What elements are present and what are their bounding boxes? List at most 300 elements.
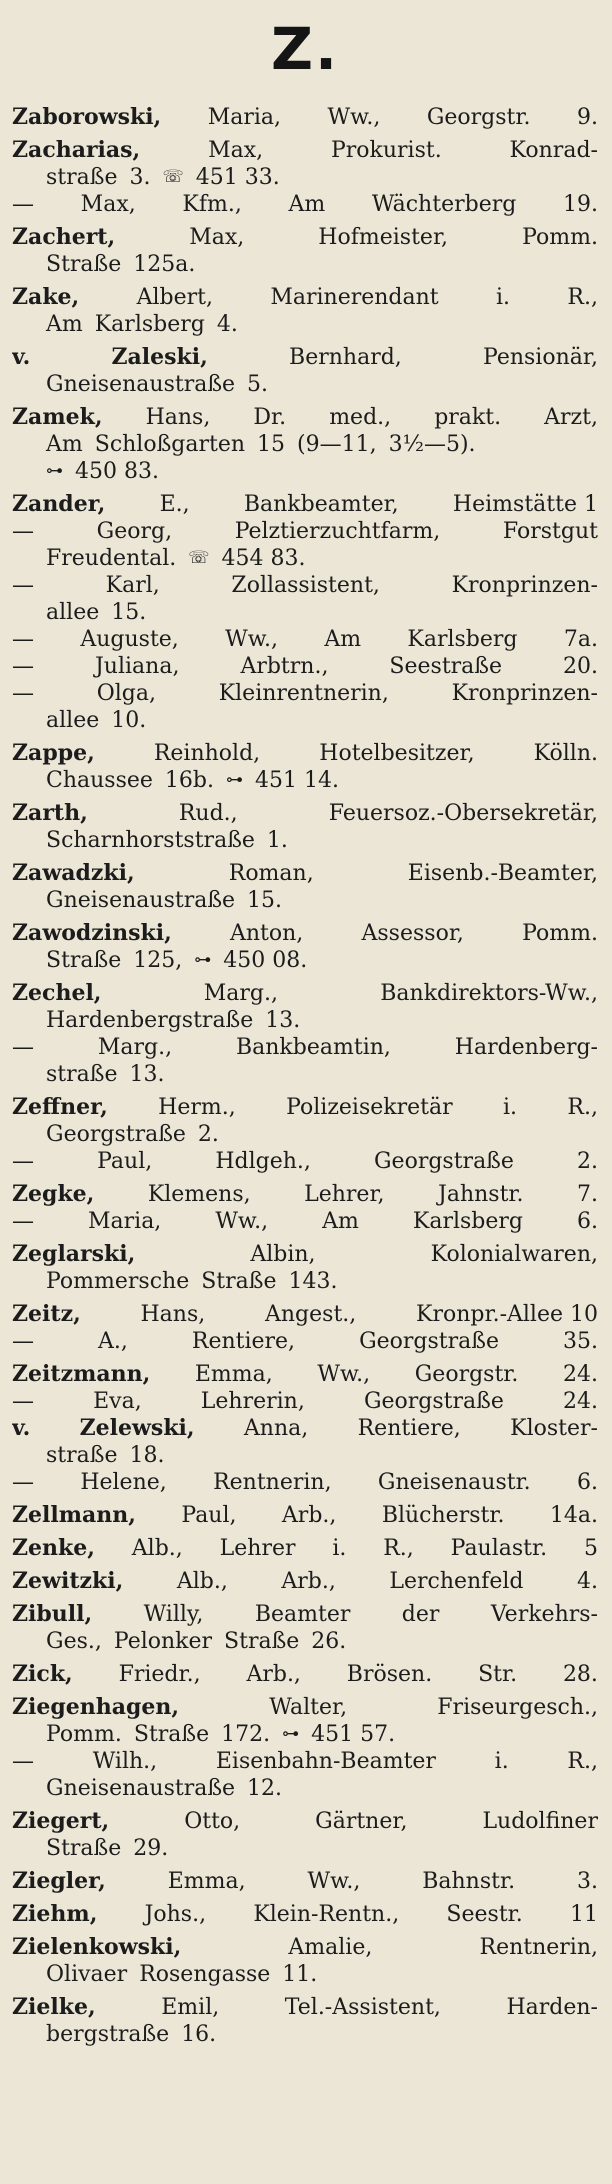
entry-word: Johs.,: [144, 1902, 207, 1927]
entry-word: Lehrer: [219, 1536, 296, 1561]
entry-continuation-line: [12, 1961, 598, 1988]
entry-name: Zielke,: [12, 1994, 96, 2020]
entry-list: [12, 104, 598, 2048]
entry-word: Bankbeamtin,: [235, 1035, 391, 1060]
directory-entry: [12, 344, 598, 398]
entry-word: Rentnerin,: [213, 1470, 332, 1495]
entry-word: 451 33.: [195, 165, 280, 190]
entry-continuation-line: [12, 251, 598, 278]
entry-word: Heimstätte 1: [452, 492, 598, 517]
entry-first-line: [12, 680, 598, 707]
telephone-icon: ⊶: [194, 950, 212, 970]
entry-word: 4.: [577, 1569, 598, 1594]
entry-word: Blücherstr.: [381, 1503, 505, 1528]
entry-first-line: [12, 980, 598, 1007]
entry-continuation-line: [12, 1007, 598, 1034]
entry-word: Ww.,: [307, 1869, 361, 1894]
directory-entry: [12, 1148, 598, 1175]
entry-first-line: [12, 491, 598, 518]
entry-first-line: [12, 800, 598, 827]
entry-word: 172.: [221, 1722, 271, 1747]
entry-word: Pommersche: [46, 1269, 190, 1294]
directory-entry: [12, 1808, 598, 1862]
entry-word: 125,: [133, 948, 183, 973]
entry-word: Kolonialwaren,: [430, 1242, 598, 1267]
entry-continuation-line: [12, 887, 598, 914]
entry-word: Reinhold,: [153, 741, 261, 766]
entry-word: Feuersoz.-Obersekretär,: [328, 801, 598, 826]
entry-word: Arzt,: [544, 405, 598, 430]
entry-word: Karlsberg: [407, 627, 518, 652]
entry-word: —: [12, 1389, 34, 1414]
entry-word: 16.: [181, 2022, 217, 2047]
entry-word: Beamter: [254, 1602, 351, 1627]
entry-name: Zechel,: [12, 980, 102, 1006]
entry-word: Straße: [133, 1722, 210, 1747]
entry-word: Schloßgarten: [94, 432, 246, 457]
entry-continuation-line: [12, 767, 598, 794]
entry-word: 450 08.: [223, 948, 308, 973]
entry-word: E.,: [159, 492, 190, 517]
entry-word: Helene,: [80, 1470, 167, 1495]
entry-word: Emma,: [167, 1869, 246, 1894]
entry-word: 13.: [265, 1008, 301, 1033]
entry-word: Arb.,: [281, 1503, 337, 1528]
entry-name: Zawadzki,: [12, 860, 135, 886]
entry-word: 28.: [562, 1662, 598, 1687]
entry-word: Ges.,: [46, 1629, 102, 1654]
entry-word: Seestr.: [446, 1902, 523, 1927]
entry-word: Am: [46, 432, 83, 457]
telephone-icon: ⊶: [282, 1724, 300, 1744]
directory-entry: [12, 1181, 598, 1208]
entry-first-line: [12, 653, 598, 680]
entry-word: 19.: [562, 192, 598, 217]
entry-word: Georgstraße: [46, 1122, 186, 1147]
entry-word: Marg.,: [203, 981, 278, 1006]
entry-word: Assessor,: [361, 921, 464, 946]
entry-word: Georgstr.: [414, 1362, 519, 1387]
entry-word: Marinerendant: [270, 285, 439, 310]
entry-first-line: [12, 860, 598, 887]
entry-word: 5: [583, 1536, 598, 1561]
entry-word: Kronprinzen-: [451, 573, 598, 598]
entry-word: 4.: [216, 312, 238, 337]
entry-word: Arb.,: [246, 1662, 301, 1687]
entry-word: 1.: [266, 828, 288, 853]
entry-name: Zaborowski,: [12, 104, 162, 130]
entry-word: Lehrerin,: [200, 1389, 305, 1414]
entry-word: Pelztierzuchtfarm,: [234, 519, 441, 544]
entry-word: 451 14.: [254, 768, 339, 793]
entry-name: Zewitzki,: [12, 1568, 124, 1594]
entry-word: Rosengasse: [139, 1962, 271, 1987]
entry-continuation-line: [12, 827, 598, 854]
entry-word: Chaussee: [46, 768, 153, 793]
entry-word: —: [12, 1329, 34, 1354]
entry-word: Gärtner,: [315, 1809, 408, 1834]
entry-word: Straße: [46, 948, 122, 973]
entry-word: 6.: [577, 1209, 598, 1234]
entry-word: Tel.-Assistent,: [284, 1995, 441, 2020]
entry-word: Juliana,: [94, 654, 180, 679]
entry-word: 454 83.: [221, 546, 306, 571]
entry-word: 15: [257, 432, 286, 457]
entry-name: Zachert,: [12, 224, 116, 250]
entry-first-line: [12, 344, 598, 371]
directory-entry: [12, 680, 598, 734]
directory-entry: [12, 104, 598, 131]
entry-word: Rud.,: [178, 801, 238, 826]
entry-first-line: [12, 137, 598, 164]
entry-word: R.,: [383, 1536, 414, 1561]
entry-word: Polizeisekretär: [286, 1095, 453, 1120]
entry-word: Alb.,: [131, 1536, 183, 1561]
entry-first-line: [12, 1361, 598, 1388]
entry-word: 7a.: [563, 627, 598, 652]
directory-entry: [12, 491, 598, 518]
entry-word: —: [12, 1470, 34, 1495]
entry-word: 14a.: [549, 1503, 598, 1528]
entry-continuation-line: [12, 599, 598, 626]
directory-entry: [12, 1361, 598, 1388]
entry-name: Zamek,: [12, 404, 103, 430]
entry-word: prakt.: [434, 405, 502, 430]
entry-word: 3.: [576, 1869, 598, 1894]
entry-word: 20.: [563, 654, 598, 679]
entry-word: Hans,: [145, 405, 211, 430]
entry-word: 15.: [111, 600, 147, 625]
directory-entry: [12, 1415, 598, 1469]
entry-first-line: [12, 1748, 598, 1775]
entry-word: Str.: [478, 1662, 518, 1687]
directory-entry: [12, 1208, 598, 1235]
entry-word: Otto,: [184, 1809, 241, 1834]
entry-word: Olivaer: [46, 1962, 128, 1987]
entry-word: 143.: [288, 1269, 338, 1294]
entry-word: —: [12, 519, 34, 544]
entry-word: —: [12, 1209, 34, 1234]
entry-first-line: [12, 104, 598, 131]
entry-word: Emma,: [194, 1362, 273, 1387]
entry-word: 29.: [133, 1836, 169, 1861]
entry-word: Roman,: [228, 861, 314, 886]
directory-entry: [12, 1868, 598, 1895]
entry-word: 2.: [197, 1122, 219, 1147]
entry-word: Kronprinzen-: [451, 681, 598, 706]
entry-word: Wilh.,: [92, 1749, 158, 1774]
entry-word: Albert,: [136, 285, 213, 310]
entry-word: Ludolfiner: [482, 1809, 598, 1834]
entry-word: Brösen.: [346, 1662, 433, 1687]
entry-word: Karl,: [105, 573, 160, 598]
entry-word: Marg.,: [97, 1035, 173, 1060]
entry-word: Jahnstr.: [438, 1182, 524, 1207]
entry-word: Hardenbergstraße: [46, 1008, 254, 1033]
directory-entry: [12, 404, 598, 485]
entry-word: —: [12, 1149, 34, 1174]
entry-first-line: [12, 1934, 598, 1961]
entry-word: straße: [46, 165, 118, 190]
entry-word: Hdlgeh.,: [215, 1149, 311, 1174]
entry-word: i.: [503, 1095, 518, 1120]
entry-word: Gneisenaustraße: [46, 1776, 236, 1801]
entry-word: Scharnhorststraße: [46, 828, 255, 853]
entry-first-line: [12, 920, 598, 947]
directory-entry: [12, 1328, 598, 1355]
entry-word: Seestraße: [389, 654, 503, 679]
entry-word: Kronpr.-Allee 10: [416, 1302, 598, 1327]
entry-word: A.,: [98, 1329, 128, 1354]
entry-word: Zollassistent,: [231, 573, 380, 598]
entry-word: Kloster-: [510, 1416, 598, 1441]
entry-word: Emil,: [161, 1995, 220, 2020]
directory-entry: [12, 800, 598, 854]
entry-word: Pomm.: [522, 225, 598, 250]
entry-word: Walter,: [269, 1695, 348, 1720]
entry-word: —: [12, 654, 34, 679]
entry-word: Auguste,: [80, 627, 179, 652]
entry-word: Olga,: [96, 681, 156, 706]
entry-word: 11.: [282, 1962, 318, 1987]
entry-name: Zelewski,: [79, 1415, 195, 1441]
entry-first-line: [12, 1415, 598, 1442]
entry-first-line: [12, 224, 598, 251]
entry-word: Straße: [46, 1836, 122, 1861]
entry-name: Zeffner,: [12, 1094, 108, 1120]
entry-word: Forstgut: [502, 519, 598, 544]
entry-word: —: [12, 573, 34, 598]
entry-first-line: [12, 191, 598, 218]
entry-first-line: [12, 284, 598, 311]
entry-word: Bahnstr.: [422, 1869, 516, 1894]
entry-word: Ww.,: [327, 105, 381, 130]
entry-first-line: [12, 1241, 598, 1268]
entry-word: Gneisenaustraße: [46, 372, 236, 397]
entry-word: Am: [288, 192, 326, 217]
directory-entry: [12, 1694, 598, 1748]
entry-word: Angest.,: [265, 1302, 357, 1327]
entry-word: i.: [332, 1536, 347, 1561]
directory-entry: [12, 1502, 598, 1529]
entry-word: Albin,: [250, 1242, 316, 1267]
entry-name: Ziehm,: [12, 1901, 98, 1927]
entry-word: Bankbeamter,: [243, 492, 399, 517]
entry-continuation-line: [12, 431, 598, 458]
entry-word: Ww.,: [317, 1362, 371, 1387]
entry-continuation-line: [12, 1721, 598, 1748]
entry-first-line: [12, 1094, 598, 1121]
entry-continuation-line: [12, 1628, 598, 1655]
directory-entry: [12, 1568, 598, 1595]
directory-entry: [12, 740, 598, 794]
entry-first-line: [12, 1034, 598, 1061]
entry-word: Straße: [46, 252, 122, 277]
entry-word: Rentnerin,: [479, 1935, 598, 1960]
entry-first-line: [12, 1994, 598, 2021]
entry-word: Georgstraße: [359, 1329, 499, 1354]
directory-entry: [12, 224, 598, 278]
directory-entry: [12, 1388, 598, 1415]
entry-continuation-line: [12, 2021, 598, 2048]
entry-word: R.,: [567, 1095, 598, 1120]
entry-first-line: [12, 1502, 598, 1529]
entry-word: Bernhard,: [289, 345, 402, 370]
entry-name: Ziegert,: [12, 1808, 110, 1834]
entry-word: straße: [46, 1443, 118, 1468]
entry-name: Zappe,: [12, 740, 95, 766]
entry-word: Harden-: [506, 1995, 598, 2020]
entry-word: Wächterberg: [371, 192, 517, 217]
directory-entry: [12, 1034, 598, 1088]
entry-word: Kfm.,: [182, 192, 242, 217]
entry-first-line: [12, 1868, 598, 1895]
entry-word: i.: [496, 285, 511, 310]
entry-word: allee: [46, 708, 100, 733]
entry-first-line: [12, 518, 598, 545]
entry-word: 3.: [129, 165, 151, 190]
entry-word: Straße: [201, 1269, 277, 1294]
entry-word: Georg,: [96, 519, 173, 544]
entry-word: Pensionär,: [483, 345, 598, 370]
entry-continuation-line: [12, 1442, 598, 1469]
entry-first-line: [12, 404, 598, 431]
entry-word: Straße: [224, 1629, 300, 1654]
entry-word: Alb.,: [176, 1569, 228, 1594]
entry-word: allee: [46, 600, 100, 625]
entry-word: Kleinrentnerin,: [218, 681, 389, 706]
entry-word: Karlsberg: [94, 312, 205, 337]
entry-name: Zellmann,: [12, 1502, 136, 1528]
entry-word: —: [12, 1749, 34, 1774]
entry-name: Zacharias,: [12, 137, 141, 163]
telephone-icon: ⊶: [225, 770, 243, 790]
entry-name: Zenke,: [12, 1535, 95, 1561]
entry-word: —: [12, 1035, 34, 1060]
entry-word: —: [12, 627, 34, 652]
entry-word: 125a.: [133, 252, 196, 277]
entry-word: 451 57.: [311, 1722, 396, 1747]
entry-name: Zegke,: [12, 1181, 95, 1207]
entry-word: Am: [322, 1209, 359, 1234]
entry-word: 12.: [247, 1776, 283, 1801]
entry-word: i.: [494, 1749, 509, 1774]
entry-continuation-line: [12, 311, 598, 338]
entry-word: R.,: [567, 285, 598, 310]
directory-entry: [12, 137, 598, 191]
entry-word: Bankdirektors-Ww.,: [380, 981, 598, 1006]
entry-word: der: [401, 1602, 440, 1627]
entry-word: Paul,: [97, 1149, 153, 1174]
entry-continuation-line: [12, 1121, 598, 1148]
entry-word: Friseurgesch.,: [437, 1695, 598, 1720]
entry-first-line: [12, 626, 598, 653]
entry-first-line: [12, 1601, 598, 1628]
entry-word: Pomm.: [522, 921, 598, 946]
entry-name: Zake,: [12, 284, 80, 310]
entry-word: Lerchenfeld: [389, 1569, 524, 1594]
entry-word: (9—11,: [297, 432, 377, 457]
entry-word: 16b.: [164, 768, 214, 793]
entry-word: 15.: [247, 888, 283, 913]
entry-word: Ww.,: [215, 1209, 269, 1234]
entry-word: Arb.,: [281, 1569, 336, 1594]
entry-word: Paul,: [181, 1503, 237, 1528]
entry-word: 13.: [129, 1062, 165, 1087]
entry-word: Verkehrs-: [490, 1602, 598, 1627]
entry-word: 35.: [562, 1329, 598, 1354]
directory-entry: [12, 1994, 598, 2048]
entry-name: Zander,: [12, 491, 106, 517]
entry-word: 3½—5).: [388, 432, 476, 457]
entry-first-line: [12, 1148, 598, 1175]
entry-continuation-line: [12, 371, 598, 398]
entry-word: med.,: [329, 405, 392, 430]
entry-word: Gneisenaustraße: [46, 888, 236, 913]
entry-continuation-line: [12, 947, 598, 974]
directory-entry: [12, 1094, 598, 1148]
entry-word: Kölln.: [533, 741, 598, 766]
entry-word: 5.: [247, 372, 269, 397]
entry-name: Ziegenhagen,: [12, 1694, 180, 1720]
entry-word: Lehrer,: [304, 1182, 385, 1207]
entry-word: Konrad-: [509, 138, 598, 163]
entry-continuation-line: [12, 545, 598, 572]
entry-word: —: [12, 192, 34, 217]
entry-first-line: [12, 740, 598, 767]
entry-continuation-line: [12, 164, 598, 191]
telephone-icon: ⊶: [46, 461, 63, 481]
entry-name: Zawodzinski,: [12, 920, 172, 946]
entry-word: Eisenb.-Beamter,: [407, 861, 598, 886]
entry-name: Zeitz,: [12, 1301, 81, 1327]
entry-word: 26.: [311, 1629, 347, 1654]
entry-word: Dr.: [253, 405, 287, 430]
entry-first-line: [12, 1388, 598, 1415]
entry-word: Hofmeister,: [318, 225, 449, 250]
directory-entry: [12, 572, 598, 626]
entry-continuation-line: [12, 1775, 598, 1802]
entry-word: Hardenberg-: [454, 1035, 598, 1060]
entry-first-line: [12, 1568, 598, 1595]
entry-first-line: [12, 1694, 598, 1721]
entry-word: Klemens,: [147, 1182, 251, 1207]
entry-word: Rentiere,: [191, 1329, 296, 1354]
directory-entry: [12, 1301, 598, 1328]
entry-word: Karlsberg: [412, 1209, 523, 1234]
directory-entry: [12, 1601, 598, 1655]
entry-word: Am: [46, 312, 83, 337]
entry-word: Georgstr.: [426, 105, 531, 130]
entry-word: bergstraße: [46, 2022, 170, 2047]
entry-word: 10.: [111, 708, 147, 733]
entry-name: Ziegler,: [12, 1868, 106, 1894]
entry-word: Maria,: [88, 1209, 162, 1234]
entry-word: Rentiere,: [357, 1416, 461, 1441]
directory-entry: [12, 518, 598, 572]
entry-first-line: [12, 1208, 598, 1235]
directory-entry: [12, 626, 598, 653]
directory-entry: [12, 1934, 598, 1988]
entry-first-line: [12, 572, 598, 599]
directory-entry: [12, 653, 598, 680]
entry-word: Eisenbahn-Beamter: [215, 1749, 436, 1774]
entry-word: Max,: [189, 225, 245, 250]
entry-word: Georgstraße: [373, 1149, 514, 1174]
entry-name: Zick,: [12, 1661, 73, 1687]
directory-entry: [12, 920, 598, 974]
entry-word: Freudental.: [46, 546, 177, 571]
